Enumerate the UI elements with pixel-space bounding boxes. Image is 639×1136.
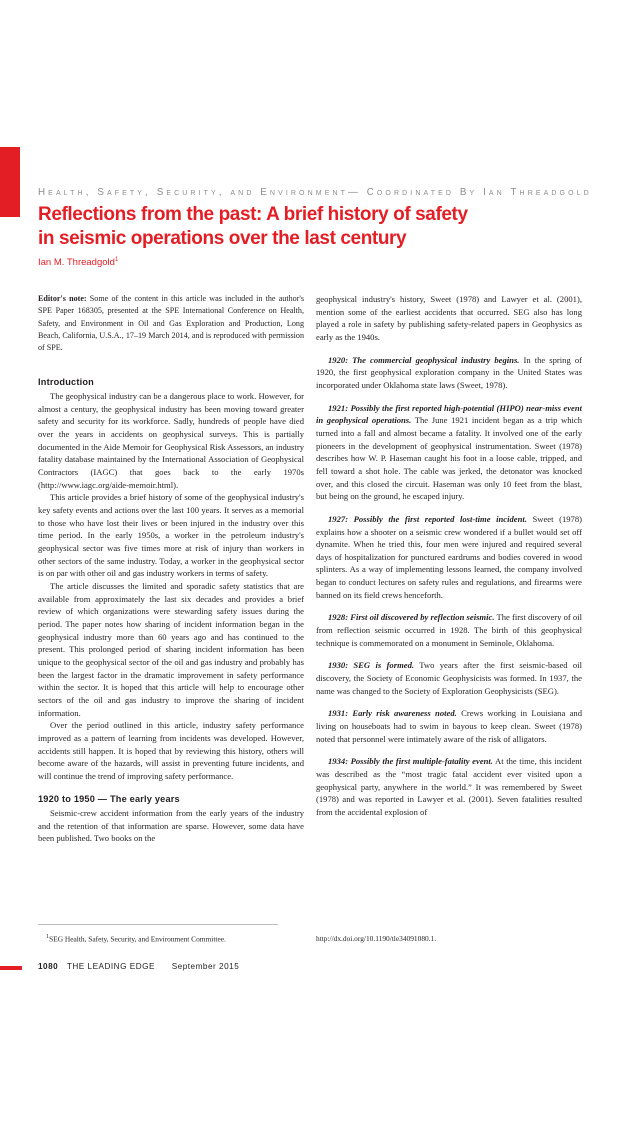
entry-text: Two years after the first seismic-based oil discovery, the Society of Economic Geophysicists was formed. In 1937, the name was changed to the Society of Exploration Geophysicists (SEG). bbox=[316, 660, 582, 696]
footnote-mark: 1 bbox=[46, 934, 50, 940]
footer-red-bar bbox=[0, 966, 22, 970]
journal-name: THE LEADING EDGE bbox=[66, 962, 155, 971]
continuation-paragraph: geophysical industry's history, Sweet (1978) and Lawyer et al. (2001), mention some of the earliest accidents that occurred. SEG also has long played a role in safety by publishing safety-related papers in Geophysics as early as the 1940s. bbox=[316, 294, 582, 342]
section-header: Health, Safety, Security, and Environment— Coordinated By Ian Threadgold bbox=[38, 187, 592, 198]
entry-heading: 1927: Possibly the first reported lost-time incident. bbox=[328, 513, 527, 524]
intro-paragraph-2: This article provides a brief history of some of the geophysical industry's key safety events and actions over the last 100 years. It serves as a memorial to those who have lost their lives or been injured in the industry over this time period. In the early 1950s, a worker in the petroleum industry's geophysical sector was five times more at risk of injury than workers in other sectors of the same industry. Today, a worker in the geophysical sector is on par with other oil and gas industry workers in terms of safety. bbox=[38, 492, 304, 579]
entry-text: Crews working in Louisiana and living on houseboats had to swim in bayous to keep clean. Sweet (1978) noted that personnel were intimately aware of the risk of alligators. bbox=[316, 708, 582, 744]
footnote-rule bbox=[38, 924, 278, 925]
doi-link[interactable]: http://dx.doi.org/10.1190/tle34091080.1. bbox=[316, 934, 437, 943]
author-name: Ian M. Threadgold bbox=[38, 257, 115, 269]
intro-paragraph-3: The article discusses the limited and sporadic safety statistics that are available from approximately the last six decades and provides a brief review of which organizations were stewarding safety issues during the period. The paper notes how sharing of incident information began in the geophysical industry more than 60 years ago and has continued to the present. This prolonged period of sharing incident information has been unique to the geophysical sector of the oil and gas industry and probably has been the largest factor in the dramatic improvement in safety performance within the sector. It is hoped that this article will help to encourage other sectors of the oil and gas industry to improve the sharing of incident information. bbox=[38, 580, 304, 718]
timeline-entry-1927 bbox=[316, 513, 582, 602]
timeline-entry-1931 bbox=[316, 707, 582, 745]
right-column bbox=[316, 293, 582, 913]
page-number: 1080 bbox=[38, 962, 59, 971]
author-byline bbox=[38, 257, 118, 268]
page-footer bbox=[38, 962, 239, 971]
timeline-entry-1921 bbox=[316, 402, 582, 503]
early-years-paragraph: Seismic-crew accident information from the early years of the industry and the retention of that information are sparse. However, some data have been published. Two books on the bbox=[38, 808, 304, 844]
editor-note bbox=[38, 293, 304, 354]
early-years-heading: 1920 to 1950 — The early years bbox=[38, 794, 180, 805]
entry-text: The June 1921 incident began as a trip which turned into a fall and almost became a fatality. It involved one of the early pioneers in the development of geophysical instrumentation. Sweet (1978) describes how W. P. Haseman caught his foot in a loose cable, tripped, and fell toward a shot hole. The cable was jerked, the detonator was knocked over, and this closed the circuit. Haseman was only 10 feet from the blast, but being on the ground, he escaped injury. bbox=[316, 415, 582, 502]
introduction-heading: Introduction bbox=[38, 377, 94, 388]
red-edge-tab bbox=[0, 147, 20, 217]
entry-text: Sweet (1978) explains how a shooter on a seismic crew wondered if a bullet would set off dynamite. When he tried this, four men were injured and required several days of hospitalization for punctured eardrums and bodies covered in wood splinters. As a way of implementing lessons learned, the company involved began to conduct lectures on safety rules and regulations, and firearms were banned on its field crews henceforth. bbox=[316, 513, 582, 600]
entry-text: In the spring of 1920, the first geophysical exploration company in the United States was incorporated under Oklahoma state laws (Sweet, 1978). bbox=[316, 354, 582, 390]
timeline-entry-1928 bbox=[316, 611, 582, 649]
title-line-1: Reflections from the past: A brief history of safety bbox=[38, 204, 468, 225]
editor-note-text: Some of the content in this article was included in the author's SPE Paper 168305, presented at the SPE International Conference on Health, Safety, and Environment in Oil and Gas Exploration and Production, Long Beach, California, U.S.A., 17–19 March 2014, and is reproduced with permission of SPE. bbox=[38, 294, 304, 353]
timeline-entry-1930 bbox=[316, 659, 582, 697]
intro-paragraph-4: Over the period outlined in this article, industry safety performance improved as a pattern of learning from incidents was developed. However, accidents still happen. It is hoped that by reviewing this history, others will become aware of the hazards, will assist in preventing future incidents, and will continue the trend of improving safety performance. bbox=[38, 720, 304, 781]
timeline-entry-1934 bbox=[316, 755, 582, 818]
entry-text: At the time, this incident was described as the “most tragic fatal accident ever visited upon a geophysical party, anywhere in the world.” It was remembered by Sweet (1978) and was reported in Lawyer et al. (2001). Seven fatalities resulted from the accidental explosion of bbox=[316, 756, 582, 817]
title-line-2: in seismic operations over the last century bbox=[38, 228, 407, 249]
footnote bbox=[46, 934, 226, 943]
entry-heading: 1934: Possibly the first multiple-fatality event. bbox=[328, 756, 493, 767]
intro-paragraph-1: The geophysical industry can be a dangerous place to work. However, for almost a century, the geophysical industry has been moving toward greater safety and security for its workforce. Sadly, hundreds of people have died over the years in accidents on geophysical surveys. This is partially documented in the Aide Memoir for Geophysical Risk Assessors, an industry fatality database maintained by the International Association of Geophysical Contractors (IAGC) that goes back to the early 1970s (http://www.iagc.org/aide-memoir.html). bbox=[38, 391, 304, 490]
editor-note-label: Editor's note: bbox=[38, 294, 87, 303]
article-title bbox=[38, 203, 598, 251]
entry-heading: 1921: Possibly the first reported high-potential (HIPO) near-miss event in geophysical operations. bbox=[316, 402, 582, 426]
timeline-entry-1920 bbox=[316, 354, 582, 392]
entry-heading: 1931: Early risk awareness noted. bbox=[328, 708, 457, 719]
author-footnote-mark: 1 bbox=[114, 257, 119, 263]
entry-heading: 1920: The commercial geophysical industry begins. bbox=[328, 354, 520, 365]
left-column bbox=[38, 293, 304, 913]
footnote-text: SEG Health, Safety, Security, and Environment Committee. bbox=[49, 934, 226, 944]
issue-date: September 2015 bbox=[171, 962, 240, 971]
entry-heading: 1930: SEG is formed. bbox=[328, 660, 415, 671]
entry-text: The first discovery of oil from reflection seismic occurred in 1928. The birth of this geophysical technique is commemorated on a monument in Seminole, Oklahoma. bbox=[316, 612, 582, 648]
entry-heading: 1928: First oil discovered by reflection seismic. bbox=[328, 612, 495, 623]
